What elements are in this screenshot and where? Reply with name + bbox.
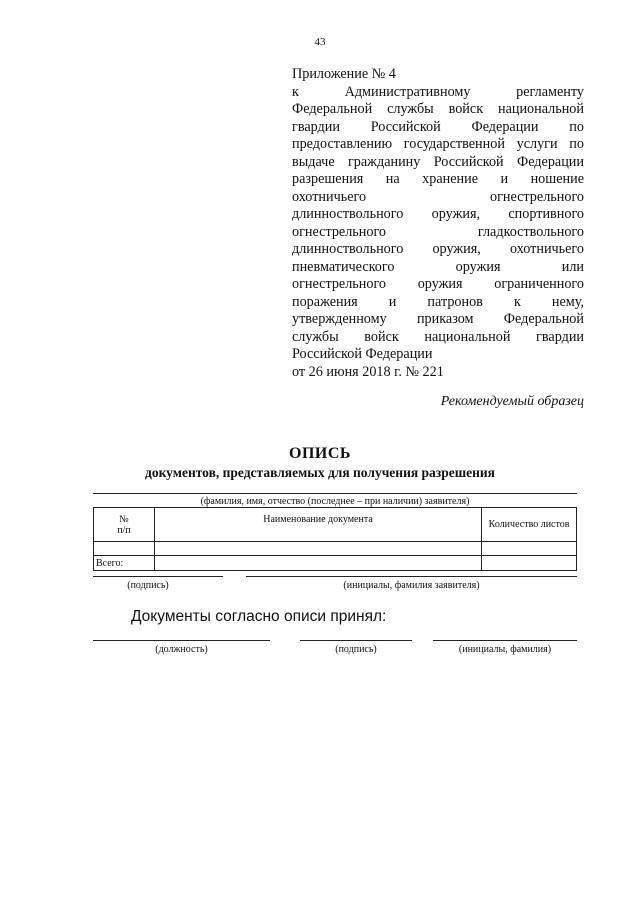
- applicant-signature-label: (подпись): [127, 580, 169, 591]
- appendix-line: охотничьего огнестрельного: [292, 188, 584, 205]
- header-sheet-count: Количество листов: [482, 508, 577, 542]
- receiver-signature-label: (подпись): [335, 644, 377, 655]
- header-number: № п/п: [94, 508, 155, 542]
- total-label: Всего:: [94, 556, 155, 571]
- appendix-line: гвардии Российской Федерации по: [292, 118, 584, 135]
- cell-document-name[interactable]: [154, 542, 481, 556]
- cell-number[interactable]: [94, 542, 155, 556]
- total-document-cell: [154, 556, 481, 571]
- receiver-name-line[interactable]: [433, 640, 577, 641]
- total-sheet-count[interactable]: [482, 556, 577, 571]
- table-total-row: [94, 556, 577, 571]
- appendix-line: Федеральной службы войск национальной: [292, 101, 584, 117]
- appendix-line: длинноствольного оружия, охотничьего: [292, 241, 584, 257]
- appendix-line: поражения и патронов к нему,: [292, 293, 584, 310]
- sample-note: Рекомендуемый образец: [440, 394, 584, 409]
- appendix-line: длинноствольного оружия, спортивного: [292, 206, 584, 222]
- cell-sheet-count[interactable]: [482, 542, 577, 556]
- applicant-name-hint: (фамилия, имя, отчество (последнее – при наличии) заявителя): [200, 496, 470, 507]
- appendix-line: огнестрельного оружия ограниченного: [292, 276, 584, 292]
- inventory-table: [93, 507, 577, 571]
- appendix-line: выдаче гражданину Российской Федерации: [292, 153, 584, 170]
- receiver-position-line[interactable]: [93, 640, 270, 641]
- document-title: ОПИСЬ: [289, 445, 351, 462]
- appendix-line: к Административному регламенту: [292, 83, 584, 100]
- header-document-name: Наименование документа: [154, 508, 481, 542]
- appendix-line: от 26 июня 2018 г. № 221: [292, 363, 444, 380]
- table-row: [94, 542, 577, 556]
- receiver-position-label: (должность): [155, 644, 208, 655]
- appendix-line: пневматического оружия или: [292, 258, 584, 275]
- appendix-line: огнестрельного гладкоствольного: [292, 223, 584, 240]
- appendix-line: Российской Федерации: [292, 346, 433, 362]
- page-number: 43: [314, 36, 326, 48]
- accepted-statement: Документы согласно описи принял:: [131, 608, 387, 625]
- receiver-signature-line[interactable]: [300, 640, 412, 641]
- appendix-line: службы войск национальной гвардии: [292, 328, 584, 345]
- document-subtitle: документов, представляемых для получения разрешения: [145, 465, 495, 480]
- appendix-line: разрешения на хранение и ношение: [292, 171, 584, 187]
- applicant-initials-label: (инициалы, фамилия заявителя): [343, 580, 480, 591]
- table-header-row: [94, 508, 577, 542]
- appendix-line: предоставлению государственной услуги по: [292, 136, 584, 152]
- applicant-name-line[interactable]: [93, 493, 577, 494]
- appendix-block: [292, 66, 584, 381]
- applicant-name-signature-line[interactable]: [246, 576, 577, 577]
- receiver-initials-label: (инициалы, фамилия): [458, 644, 552, 655]
- appendix-line: утвержденному приказом Федеральной: [292, 311, 584, 327]
- appendix-line: Приложение № 4: [292, 66, 396, 82]
- applicant-signature-line[interactable]: [93, 576, 223, 577]
